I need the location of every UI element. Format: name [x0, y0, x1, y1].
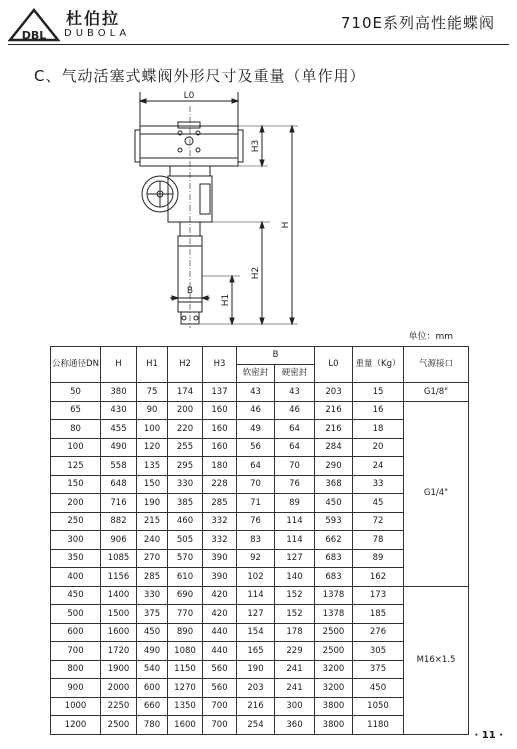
- table-cell: 71: [237, 494, 275, 513]
- table-cell: 1720: [101, 642, 137, 661]
- table-cell: 75: [137, 383, 168, 402]
- table-cell: 3200: [315, 679, 353, 698]
- table-cell: 610: [168, 568, 203, 587]
- table-cell: 178: [275, 623, 315, 642]
- table-cell: 2500: [315, 623, 353, 642]
- table-cell: 150: [51, 475, 101, 494]
- table-cell: 70: [275, 457, 315, 476]
- table-cell: 1085: [101, 549, 137, 568]
- table-cell: 152: [275, 586, 315, 605]
- table-cell: 185: [353, 605, 404, 624]
- unit-label: 单位：mm: [408, 332, 453, 342]
- table-cell: 114: [237, 586, 275, 605]
- table-cell: 284: [315, 438, 353, 457]
- table-cell: 92: [237, 549, 275, 568]
- table-cell: 700: [51, 642, 101, 661]
- table-cell: 180: [203, 457, 237, 476]
- table-cell: 173: [353, 586, 404, 605]
- table-cell: 203: [315, 383, 353, 402]
- table-cell: 648: [101, 475, 137, 494]
- table-cell: 203: [237, 679, 275, 698]
- table-cell: 390: [203, 549, 237, 568]
- table-cell: 558: [101, 457, 137, 476]
- table-cell: 1180: [353, 716, 404, 735]
- table-cell: 890: [168, 623, 203, 642]
- dim-label-b: B: [186, 286, 194, 296]
- table-cell: 216: [315, 420, 353, 439]
- table-cell: 241: [275, 679, 315, 698]
- table-cell: 127: [275, 549, 315, 568]
- dim-label-l0: L0: [183, 91, 195, 101]
- table-cell: 300: [51, 531, 101, 550]
- table-cell: 154: [237, 623, 275, 642]
- table-cell: 46: [237, 401, 275, 420]
- table-cell: 18: [353, 420, 404, 439]
- table-cell: 780: [137, 716, 168, 735]
- table-cell: 430: [101, 401, 137, 420]
- table-cell: 882: [101, 512, 137, 531]
- table-cell: 50: [51, 383, 101, 402]
- table-row: [51, 586, 469, 605]
- page-number: · 11 ·: [474, 730, 503, 741]
- header-air-port: 气源接口: [404, 347, 469, 383]
- table-cell: 220: [168, 420, 203, 439]
- table-cell: 135: [137, 457, 168, 476]
- table-cell: 64: [237, 457, 275, 476]
- table-cell: 450: [315, 494, 353, 513]
- table-cell: 716: [101, 494, 137, 513]
- table-cell: 216: [315, 401, 353, 420]
- table-cell: 906: [101, 531, 137, 550]
- table-cell: 64: [275, 420, 315, 439]
- table-cell: 270: [137, 549, 168, 568]
- header-b-soft-seal: 软密封: [237, 365, 275, 383]
- table-cell: 228: [203, 475, 237, 494]
- table-cell: 683: [315, 568, 353, 587]
- table-cell: 600: [137, 679, 168, 698]
- table-cell: 120: [137, 438, 168, 457]
- table-cell: 70: [237, 475, 275, 494]
- table-cell: 690: [168, 586, 203, 605]
- table-cell: 2000: [101, 679, 137, 698]
- section-title: C、气动活塞式蝶阀外形尺寸及重量（单作用）: [34, 67, 366, 85]
- table-cell: 190: [137, 494, 168, 513]
- table-cell: 593: [315, 512, 353, 531]
- table-cell: 295: [168, 457, 203, 476]
- header-l0: L0: [315, 347, 353, 383]
- table-cell: 152: [275, 605, 315, 624]
- table-cell: 1156: [101, 568, 137, 587]
- table-cell: 3800: [315, 716, 353, 735]
- table-cell: 440: [203, 642, 237, 661]
- table-cell: 1000: [51, 697, 101, 716]
- table-cell: 200: [168, 401, 203, 420]
- table-cell: 1080: [168, 642, 203, 661]
- brand-name-cn: 杜伯拉: [66, 9, 121, 28]
- table-cell: 255: [168, 438, 203, 457]
- table-cell: 65: [51, 401, 101, 420]
- table-cell: 190: [237, 660, 275, 679]
- header-h3: H3: [203, 347, 237, 383]
- table-cell: 1378: [315, 586, 353, 605]
- table-cell: 450: [137, 623, 168, 642]
- air-port-cell: G1/8": [404, 383, 469, 402]
- table-cell: 330: [137, 586, 168, 605]
- table-cell: 1200: [51, 716, 101, 735]
- table-cell: 100: [51, 438, 101, 457]
- table-cell: 490: [101, 438, 137, 457]
- table-cell: 64: [275, 438, 315, 457]
- table-cell: 2250: [101, 697, 137, 716]
- table-cell: 24: [353, 457, 404, 476]
- table-cell: 3200: [315, 660, 353, 679]
- table-cell: 560: [203, 660, 237, 679]
- logo-text: DBL: [21, 29, 47, 42]
- table-cell: 660: [137, 697, 168, 716]
- table-cell: 1050: [353, 697, 404, 716]
- table-cell: 114: [275, 531, 315, 550]
- table-cell: 216: [237, 697, 275, 716]
- table-cell: 200: [51, 494, 101, 513]
- dubola-logo: [8, 6, 60, 42]
- table-cell: 43: [275, 383, 315, 402]
- table-cell: 160: [203, 401, 237, 420]
- table-cell: 16: [353, 401, 404, 420]
- table-cell: 3800: [315, 697, 353, 716]
- dim-label-h2: H2: [251, 266, 261, 280]
- table-cell: 229: [275, 642, 315, 661]
- table-cell: 332: [203, 512, 237, 531]
- table-cell: 420: [203, 586, 237, 605]
- header-divider: [8, 44, 509, 45]
- table-cell: 505: [168, 531, 203, 550]
- table-cell: 1350: [168, 697, 203, 716]
- table-cell: 2500: [315, 642, 353, 661]
- header-dn: 公称通径DN: [51, 347, 101, 383]
- table-cell: 1900: [101, 660, 137, 679]
- table-cell: 1400: [101, 586, 137, 605]
- table-cell: 45: [353, 494, 404, 513]
- table-cell: 455: [101, 420, 137, 439]
- air-port-cell: G1/4": [404, 401, 469, 586]
- table-cell: 460: [168, 512, 203, 531]
- table-cell: 78: [353, 531, 404, 550]
- brand-name-en: DUBOLA: [64, 28, 131, 39]
- dimensions-weight-table: [50, 346, 469, 735]
- table-cell: 89: [275, 494, 315, 513]
- table-cell: 43: [237, 383, 275, 402]
- table-cell: 20: [353, 438, 404, 457]
- table-cell: 80: [51, 420, 101, 439]
- table-cell: 215: [137, 512, 168, 531]
- table-row: [51, 383, 469, 402]
- table-cell: 700: [203, 716, 237, 735]
- table-cell: 800: [51, 660, 101, 679]
- table-cell: 332: [203, 531, 237, 550]
- table-cell: 165: [237, 642, 275, 661]
- table-cell: 540: [137, 660, 168, 679]
- table-cell: 285: [137, 568, 168, 587]
- table-cell: 1600: [168, 716, 203, 735]
- table-cell: 700: [203, 697, 237, 716]
- dim-label-h3: H3: [251, 139, 261, 153]
- header-b: B: [237, 347, 315, 365]
- table-cell: 400: [51, 568, 101, 587]
- table-cell: 140: [275, 568, 315, 587]
- table-cell: 240: [137, 531, 168, 550]
- table-cell: 72: [353, 512, 404, 531]
- table-cell: 1600: [101, 623, 137, 642]
- table-cell: 290: [315, 457, 353, 476]
- table-cell: 160: [203, 438, 237, 457]
- table-cell: 276: [353, 623, 404, 642]
- table-cell: 76: [237, 512, 275, 531]
- table-cell: 770: [168, 605, 203, 624]
- table-cell: 560: [203, 679, 237, 698]
- table-cell: 56: [237, 438, 275, 457]
- table-cell: 76: [275, 475, 315, 494]
- table-cell: 33: [353, 475, 404, 494]
- valve-dimension-drawing: [0, 86, 517, 331]
- table-cell: 15: [353, 383, 404, 402]
- header-h2: H2: [168, 347, 203, 383]
- air-port-cell: M16×1.5: [404, 586, 469, 734]
- header-b-hard-seal: 硬密封: [275, 365, 315, 383]
- table-cell: 254: [237, 716, 275, 735]
- table-cell: 330: [168, 475, 203, 494]
- table-cell: 174: [168, 383, 203, 402]
- table-cell: 49: [237, 420, 275, 439]
- document-title: 710E系列高性能蝶阀: [340, 14, 495, 32]
- table-cell: 150: [137, 475, 168, 494]
- table-cell: 390: [203, 568, 237, 587]
- table-cell: 368: [315, 475, 353, 494]
- table-cell: 137: [203, 383, 237, 402]
- table-cell: 160: [203, 420, 237, 439]
- table-cell: 570: [168, 549, 203, 568]
- table-cell: 1378: [315, 605, 353, 624]
- table-cell: 380: [101, 383, 137, 402]
- table-cell: 450: [51, 586, 101, 605]
- dim-label-h1: H1: [221, 293, 231, 307]
- table-cell: 450: [353, 679, 404, 698]
- table-cell: 360: [275, 716, 315, 735]
- table-cell: 350: [51, 549, 101, 568]
- table-cell: 662: [315, 531, 353, 550]
- table-cell: 420: [203, 605, 237, 624]
- table-cell: 1500: [101, 605, 137, 624]
- table-cell: 162: [353, 568, 404, 587]
- table-cell: 285: [203, 494, 237, 513]
- table-cell: 90: [137, 401, 168, 420]
- table-cell: 46: [275, 401, 315, 420]
- table-cell: 683: [315, 549, 353, 568]
- table-cell: 300: [275, 697, 315, 716]
- table-cell: 2500: [101, 716, 137, 735]
- table-cell: 440: [203, 623, 237, 642]
- table-cell: 375: [137, 605, 168, 624]
- table-cell: 500: [51, 605, 101, 624]
- header-h: H: [101, 347, 137, 383]
- table-cell: 250: [51, 512, 101, 531]
- dim-label-h: H: [281, 221, 291, 229]
- table-cell: 114: [275, 512, 315, 531]
- table-row: [51, 401, 469, 420]
- table-cell: 100: [137, 420, 168, 439]
- table-cell: 305: [353, 642, 404, 661]
- table-cell: 1270: [168, 679, 203, 698]
- table-cell: 600: [51, 623, 101, 642]
- table-cell: 241: [275, 660, 315, 679]
- header-weight: 重量（Kg）: [353, 347, 404, 383]
- table-cell: 127: [237, 605, 275, 624]
- table-cell: 125: [51, 457, 101, 476]
- table-cell: 89: [353, 549, 404, 568]
- table-cell: 83: [237, 531, 275, 550]
- header-h1: H1: [137, 347, 168, 383]
- table-cell: 900: [51, 679, 101, 698]
- table-cell: 1150: [168, 660, 203, 679]
- table-cell: 490: [137, 642, 168, 661]
- table-cell: 102: [237, 568, 275, 587]
- table-cell: 385: [168, 494, 203, 513]
- table-cell: 375: [353, 660, 404, 679]
